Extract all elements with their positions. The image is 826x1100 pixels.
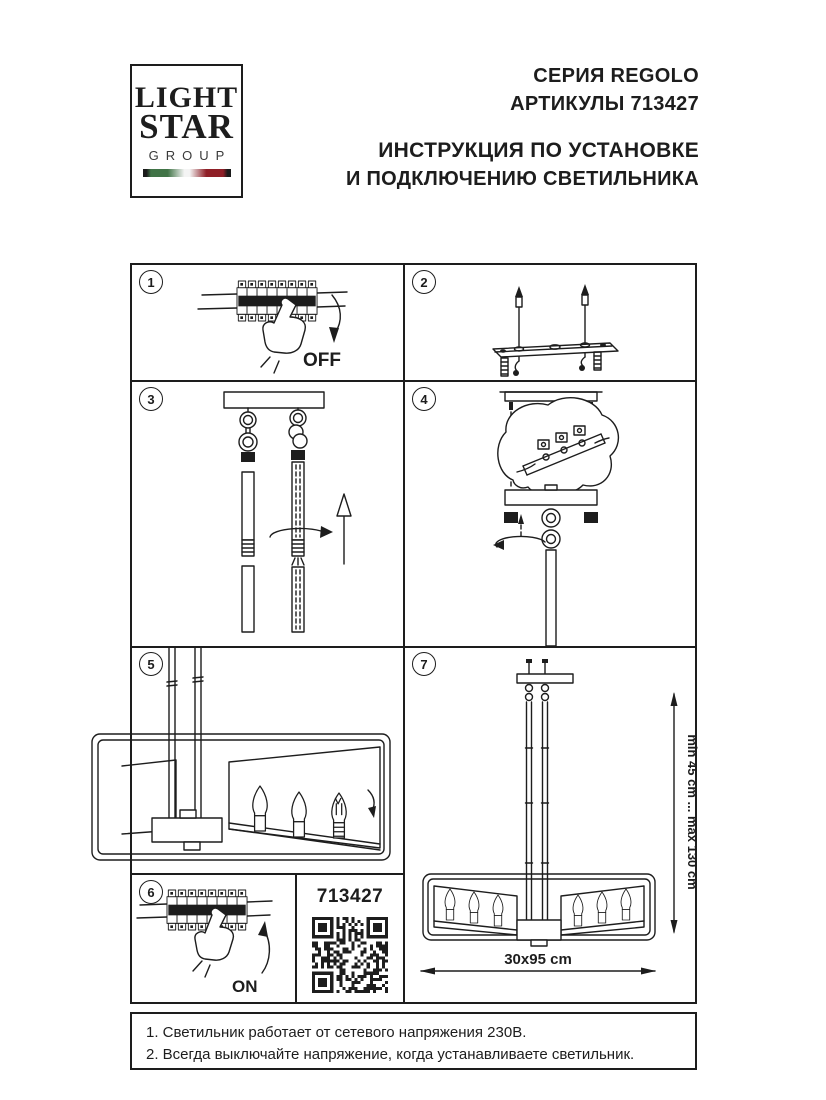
step-1-illustration	[132, 265, 403, 380]
qr-code	[312, 917, 388, 993]
logo-light: LIGHT	[134, 81, 239, 115]
dimension-height-label: min 45 cm ... max 130 cm	[685, 734, 700, 890]
logo-star: STAR	[139, 106, 234, 146]
header-series: СЕРИЯ REGOLO	[533, 65, 699, 87]
italian-flag-bar-icon	[143, 169, 231, 177]
step-5-illustration	[132, 648, 403, 873]
step-badge-7: 7	[412, 652, 436, 676]
qr-cell	[297, 875, 403, 1002]
step-badge-3: 3	[139, 387, 163, 411]
header-articles: АРТИКУЛЫ 713427	[510, 93, 699, 115]
step-badge-1: 1	[139, 270, 163, 294]
note-1: 1. Светильник работает от сетевого напряжения 230В.	[146, 1024, 527, 1041]
header-title-line1: ИНСТРУКЦИЯ ПО УСТАНОВКЕ	[378, 139, 699, 162]
step-3-illustration	[132, 382, 403, 646]
dimension-width-label: 30x95 cm	[504, 951, 572, 968]
step-4-illustration	[405, 382, 695, 646]
off-label: OFF	[303, 350, 341, 371]
notes-box	[130, 1012, 697, 1070]
off-arrow-icon	[332, 295, 340, 333]
header	[346, 62, 699, 193]
step-7-illustration	[405, 648, 700, 1002]
step-2-illustration	[405, 265, 695, 380]
on-label: ON	[232, 977, 258, 996]
step-badge-6: 6	[139, 880, 163, 904]
instruction-grid	[130, 263, 700, 1004]
lightstar-logo	[130, 64, 243, 198]
logo-group: GROUP	[148, 147, 232, 163]
note-2: 2. Всегда выключайте напряжение, когда устанавливаете светильник.	[146, 1046, 635, 1063]
article-code-label: 713427	[316, 886, 384, 907]
step-badge-5: 5	[139, 652, 163, 676]
step-badge-2: 2	[412, 270, 436, 294]
step-badge-4: 4	[412, 387, 436, 411]
header-title-line2: И ПОДКЛЮЧЕНИЮ СВЕТИЛЬНИКА	[345, 168, 699, 190]
